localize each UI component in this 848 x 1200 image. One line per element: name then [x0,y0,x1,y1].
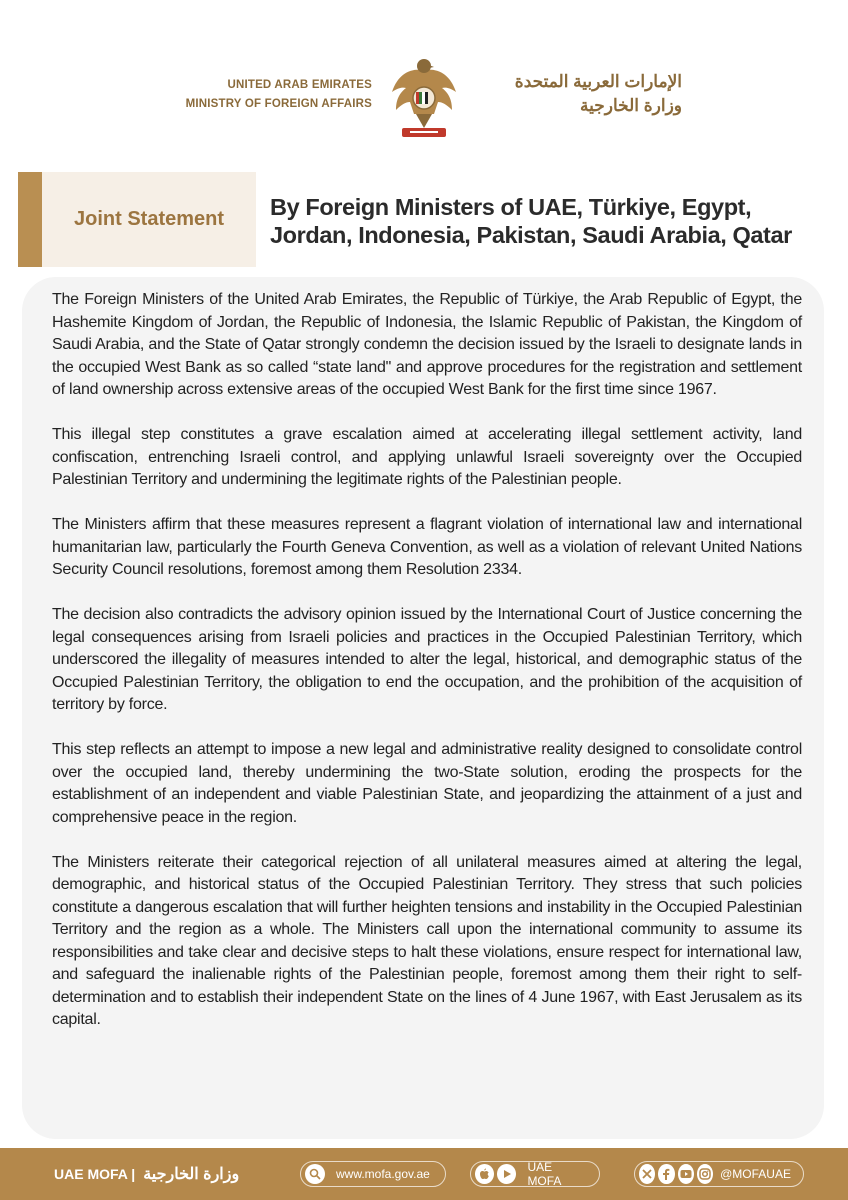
brand-arabic: وزارة الخارجية [143,1166,240,1183]
paragraph: The Ministers reiterate their categorical rejection of all unilateral measures aimed at altering the legal, demographic, and historical status of the Occupied Palestinian Territory. They stress that such policies constitute a dangerous escalation that will further heighten tensions and instability in the Occupied Palestinian Territory and the region as a whole. The Ministers call upon the international community to assume its responsibilities and take clear and decisive steps to halt these violations, ensure respect for international law, and safeguard the inalienable rights of the Palestinian people, foremost among them their right to self-determination and to establish their independent State on the lines of 4 June 1967, with East Jerusalem as its capital. [52,853,802,1028]
paragraph: The Ministers affirm that these measures represent a flagrant violation of international law and international humanitarian law, particularly the Fourth Geneva Convention, as well as a violation of relevant United Nations Security Council resolutions, foremost among them Resolution 2334. [52,516,802,578]
brand-english: UAE MOFA | [54,1166,136,1182]
footer-brand [54,1148,239,1200]
social-links[interactable] [634,1161,804,1187]
arabic-line-1: الإمارات العربية المتحدة [514,72,682,91]
paragraph: This illegal step constitutes a grave escalation aimed at accelerating illegal settlement activity, land confiscation, entrenching Israeli control, and applying unlawful Israeli sovereignty over the Occupied Palestinian Territory and undermining the legitimate rights of the Palestinian people. [52,426,802,488]
english-line-2: MINISTRY OF FOREIGN AFFAIRS [185,98,372,110]
instagram-icon [697,1164,713,1184]
statement-type-label: Joint Statement [73,208,225,230]
paragraph: The decision also contradicts the advisory opinion issued by the International Court of Justice concerning the legal consequences arising from Israeli policies and practices in the Occupied Palestinian Territory, which underscored the illegality of measures intended to alter the legal, historical, and demographic status of the Occupied Palestinian Territory, the obligation to end the occupation, and the prohibition of the acquisition of territory by force. [52,606,802,713]
title-line-2: Jordan, Indonesia, Pakistan, Saudi Arabia, Qatar [270,222,792,248]
footer-bar [0,1148,848,1200]
paragraph: The Foreign Ministers of the United Arab Emirates, the Republic of Türkiye, the Arab Republic of Egypt, the Hashemite Kingdom of Jordan, the Republic of Indonesia, the Islamic Republic of Pakistan, the Kingdom of Saudi Arabia, and the State of Qatar strongly condemn the decision issued by the Israeli to designate lands in the occupied West Bank as so called “state land" and approve procedures for the registration and settlement of land ownership across extensive areas of the occupied West Bank for the first time since 1967. [52,291,802,398]
letterhead [0,0,848,170]
social-handle: @MOFAUAE [720,1167,791,1181]
statement-label-band [18,172,256,267]
accent-bar [18,172,42,267]
statement-title [270,193,830,249]
play-store-icon [497,1164,516,1184]
website-url: www.mofa.gov.ae [336,1167,430,1181]
arabic-line-2: وزارة الخارجية [580,96,682,115]
facebook-icon [658,1164,674,1184]
statement-body [52,289,802,1054]
app-store-links[interactable] [470,1161,600,1187]
paragraph: This step reflects an attempt to impose a new legal and administrative reality designed to consolidate control over the occupied land, thereby undermining the two-State solution, eroding the prospects for the establishment of an independent and viable Palestinian State, and jeopardizing the attainment of a just and comprehensive peace in the region. [52,741,802,826]
apple-icon [475,1164,494,1184]
english-line-1: UNITED ARAB EMIRATES [227,79,372,91]
youtube-icon [678,1164,694,1184]
x-icon [639,1164,655,1184]
website-link[interactable] [300,1161,446,1187]
ministry-name-arabic [472,70,682,118]
app-label: UAE MOFA [527,1160,562,1188]
title-line-1: By Foreign Ministers of UAE, Türkiye, Egypt, [270,194,752,220]
ministry-name-english [186,76,372,114]
search-icon [305,1164,325,1184]
uae-falcon-emblem-icon [388,52,460,142]
